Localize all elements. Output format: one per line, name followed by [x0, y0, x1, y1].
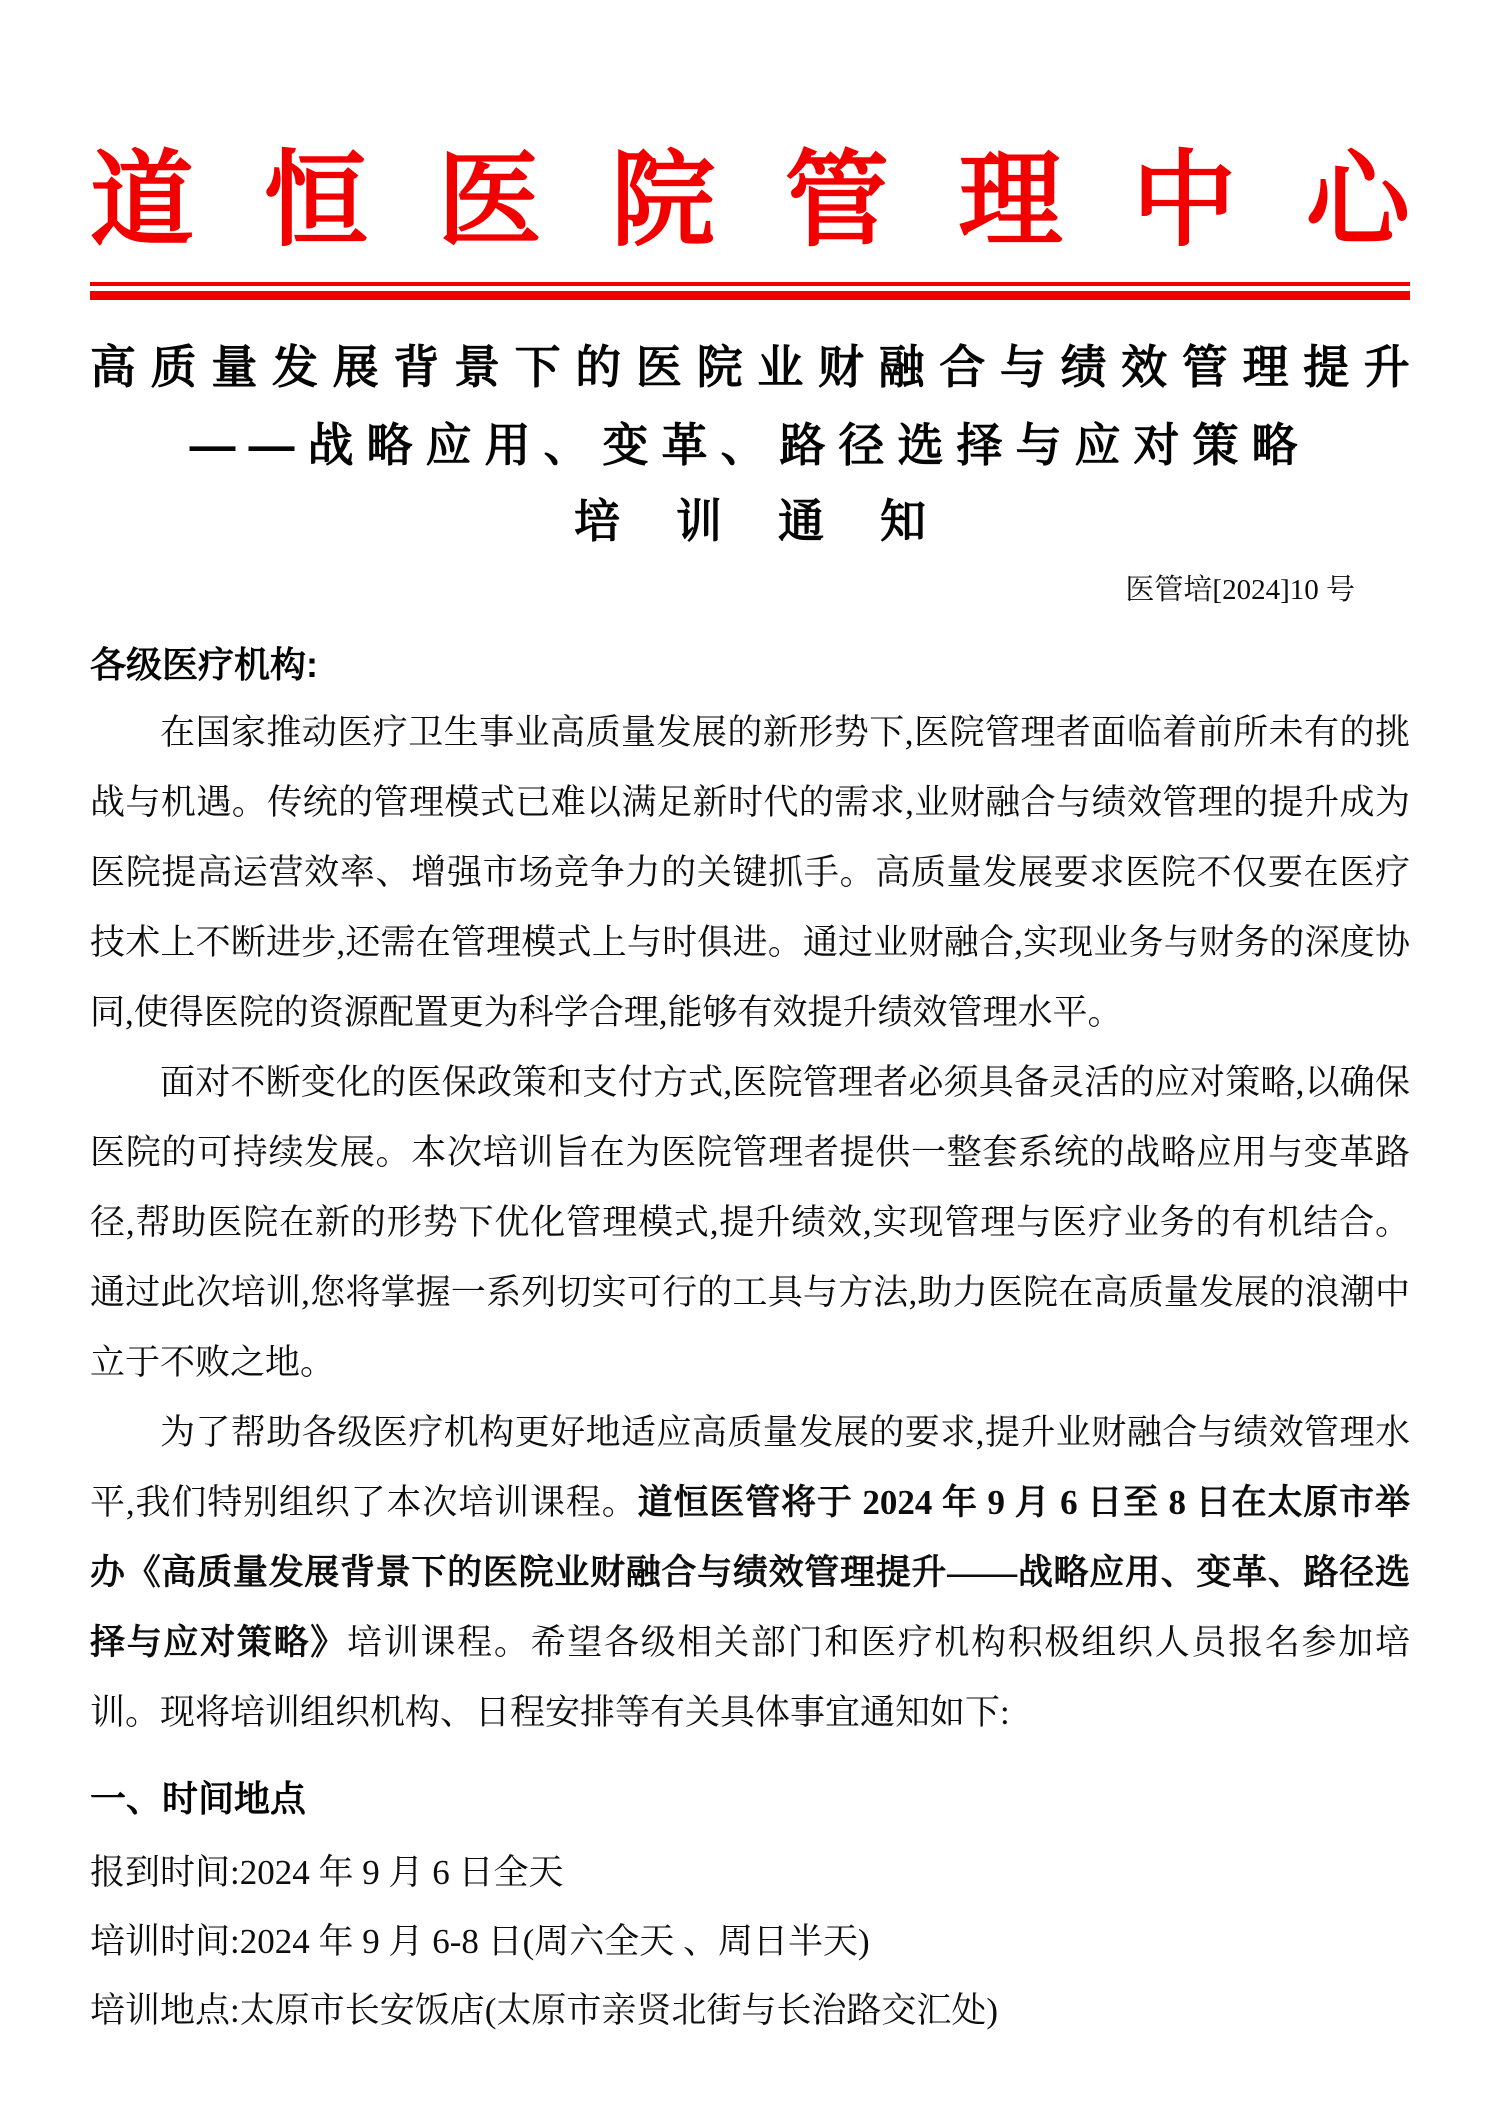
title-character: 恒 [263, 143, 368, 259]
title-character: 提 [1303, 341, 1350, 393]
time-place-details [90, 1838, 1410, 2045]
document-number: 医管培[2024]10 号 [1125, 574, 1355, 606]
notice-title [90, 340, 1410, 548]
title-character: 绩 [1060, 341, 1107, 393]
notice-title-line2: ——战略应用、变革、路径选择与应对策略 [189, 419, 1311, 471]
title-character: 心 [1305, 143, 1410, 259]
title-character: 中 [1132, 143, 1237, 259]
emphasized-text: 将于 2024 年 9 月 6 日至 8 日在太原市举办《高质量发展背景下的医院业财融合与绩效管理提升——战略应用、变革、路径选择与应对策略》 [90, 1483, 1410, 1662]
title-character: 院 [611, 143, 716, 259]
title-character: 质 [150, 341, 197, 393]
detail-line: 培训时间:2024 年 9 月 6-8 日(周六全天 、周日半天) [90, 1922, 870, 1961]
title-character: 下 [514, 341, 561, 393]
notice-title-line1 [90, 340, 1410, 394]
title-character: 管 [1181, 341, 1228, 393]
title-character: 培 [574, 495, 620, 547]
title-character: 效 [1121, 341, 1168, 393]
title-character: 高 [90, 341, 136, 393]
body-text: 为了帮助各级医疗机构更好地适应高质量发展的要求,提升业财融合与绩效管理水平,我们特别组织了本次培训课程。 [90, 1413, 1410, 1522]
paragraph [90, 698, 1410, 1048]
emphasized-text: 道恒医管 [637, 1483, 782, 1522]
title-character: 训 [676, 495, 722, 547]
title-character: 背 [393, 341, 440, 393]
title-character: 展 [332, 341, 379, 393]
title-character: 管 [784, 143, 889, 259]
salutation: 各级医疗机构: [90, 644, 318, 685]
notice-title-line3 [90, 494, 1410, 548]
title-character: 医 [635, 341, 682, 393]
title-character: 与 [999, 341, 1046, 393]
detail-line: 报到时间:2024 年 9 月 6 日全天 [90, 1853, 564, 1892]
title-character: 合 [939, 341, 986, 393]
title-character: 道 [90, 143, 195, 259]
body-text: 面对不断变化的医保政策和支付方式,医院管理者必须具备灵活的应对策略,以确保医院的可持续发展。本次培训旨在为医院管理者提供一整套系统的战略应用与变革路径,帮助医院在新的形势下优化管理模式,提升绩效,实现管理与医疗业务的有机结合。通过此次培训,您将掌握一系列切实可行的工具与方法,助力医院在高质量发展的浪潮中立于不败之地。 [90, 1063, 1410, 1382]
title-character: 融 [878, 341, 925, 393]
paragraph [90, 1048, 1410, 1398]
title-character: 医 [437, 143, 542, 259]
title-character: 发 [271, 341, 318, 393]
title-character: 的 [575, 341, 622, 393]
body-paragraphs [90, 698, 1410, 1748]
title-character: 升 [1363, 341, 1410, 393]
title-character: 景 [453, 341, 500, 393]
section-heading-time-place: 一、时间地点 [90, 1778, 307, 1819]
title-character: 量 [211, 341, 258, 393]
title-character: 理 [1242, 341, 1289, 393]
title-character: 理 [958, 143, 1063, 259]
paragraph [90, 1398, 1410, 1748]
title-character: 院 [696, 341, 743, 393]
red-divider-thick-line [90, 291, 1410, 300]
title-character: 通 [778, 495, 824, 547]
red-divider [90, 282, 1410, 300]
title-character: 知 [880, 495, 926, 547]
title-character: 业 [757, 341, 804, 393]
letterhead-title [90, 143, 1410, 259]
body-text: 在国家推动医疗卫生事业高质量发展的新形势下,医院管理者面临着前所未有的挑战与机遇。传统的管理模式已难以满足新时代的需求,业财融合与绩效管理的提升成为医院提高运营效率、增强市场竞争力的关键抓手。高质量发展要求医院不仅要在医疗技术上不断进步,还需在管理模式上与时俱进。通过业财融合,实现业务与财务的深度协同,使得医院的资源配置更为科学合理,能够有效提升绩效管理水平。 [90, 713, 1410, 1032]
body-text: 培训课程。希望各级相关部门和医疗机构积极组织人员报名参加培训。现将培训组织机构、日程安排等有关具体事宜通知如下: [90, 1623, 1410, 1732]
title-character: 财 [817, 341, 864, 393]
detail-line: 培训地点:太原市长安饭店(太原市亲贤北街与长治路交汇处) [90, 1991, 999, 2030]
